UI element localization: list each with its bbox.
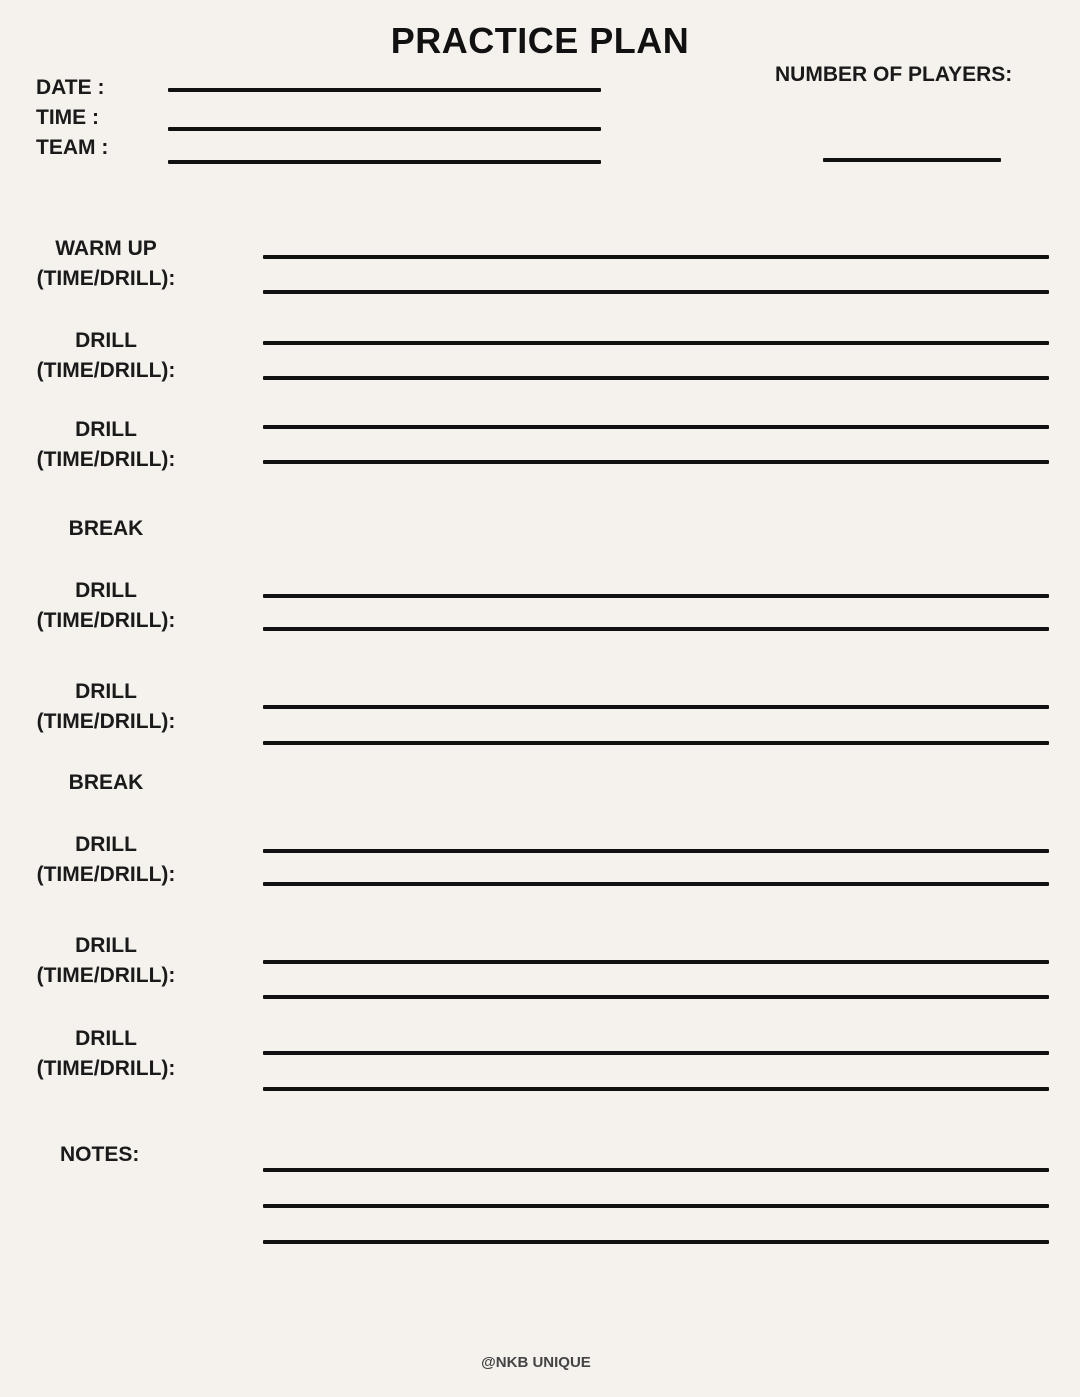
section-title: DRILL xyxy=(75,934,137,957)
break-label: BREAK xyxy=(68,771,144,794)
warmup-field-2[interactable] xyxy=(263,290,1049,294)
section-subtitle: (TIME/DRILL): xyxy=(36,863,176,886)
section-subtitle: (TIME/DRILL): xyxy=(36,964,176,987)
section-subtitle: (TIME/DRILL): xyxy=(36,267,176,290)
section-title: DRILL xyxy=(75,579,137,602)
section-subtitle: (TIME/DRILL): xyxy=(36,710,176,733)
section-subtitle: (TIME/DRILL): xyxy=(36,1057,176,1080)
section-subtitle: (TIME/DRILL): xyxy=(36,359,176,382)
drill-field[interactable] xyxy=(263,995,1049,999)
drill-field[interactable] xyxy=(263,882,1049,886)
notes-field-1[interactable] xyxy=(263,1168,1049,1172)
section-title: DRILL xyxy=(75,833,137,856)
section-title: DRILL xyxy=(75,418,137,441)
players-label: NUMBER OF PLAYERS: xyxy=(775,63,1013,86)
section-label xyxy=(6,931,206,991)
date-field[interactable] xyxy=(168,88,601,92)
section-label xyxy=(6,576,206,636)
drill-field[interactable] xyxy=(263,627,1049,631)
time-label: TIME : xyxy=(36,106,99,129)
team-label: TEAM : xyxy=(36,136,109,159)
team-field[interactable] xyxy=(168,160,601,164)
drill-field[interactable] xyxy=(263,960,1049,964)
section-label xyxy=(6,830,206,890)
drill-field[interactable] xyxy=(263,341,1049,345)
section-label xyxy=(6,326,206,386)
section-label xyxy=(6,677,206,737)
section-title: DRILL xyxy=(75,680,137,703)
warmup-field-1[interactable] xyxy=(263,255,1049,259)
section-title: DRILL xyxy=(75,329,137,352)
drill-field[interactable] xyxy=(263,425,1049,429)
drill-field[interactable] xyxy=(263,705,1049,709)
page-title: PRACTICE PLAN xyxy=(390,20,690,61)
players-field[interactable] xyxy=(823,158,1001,162)
time-field[interactable] xyxy=(168,127,601,131)
drill-field[interactable] xyxy=(263,594,1049,598)
section-title: WARM UP xyxy=(55,237,157,260)
section-subtitle: (TIME/DRILL): xyxy=(36,609,176,632)
break-label: BREAK xyxy=(68,517,144,540)
section-subtitle: (TIME/DRILL): xyxy=(36,448,176,471)
notes-label: NOTES: xyxy=(60,1143,140,1166)
drill-field[interactable] xyxy=(263,849,1049,853)
drill-field[interactable] xyxy=(263,1087,1049,1091)
section-label xyxy=(6,234,206,294)
section-title: DRILL xyxy=(75,1027,137,1050)
notes-field-3[interactable] xyxy=(263,1240,1049,1244)
section-label xyxy=(6,1024,206,1084)
drill-field[interactable] xyxy=(263,460,1049,464)
drill-field[interactable] xyxy=(263,1051,1049,1055)
drill-field[interactable] xyxy=(263,741,1049,745)
date-label: DATE : xyxy=(36,76,105,99)
footer-credit: @NKB UNIQUE xyxy=(481,1354,591,1371)
section-label xyxy=(6,415,206,475)
drill-field[interactable] xyxy=(263,376,1049,380)
notes-field-2[interactable] xyxy=(263,1204,1049,1208)
